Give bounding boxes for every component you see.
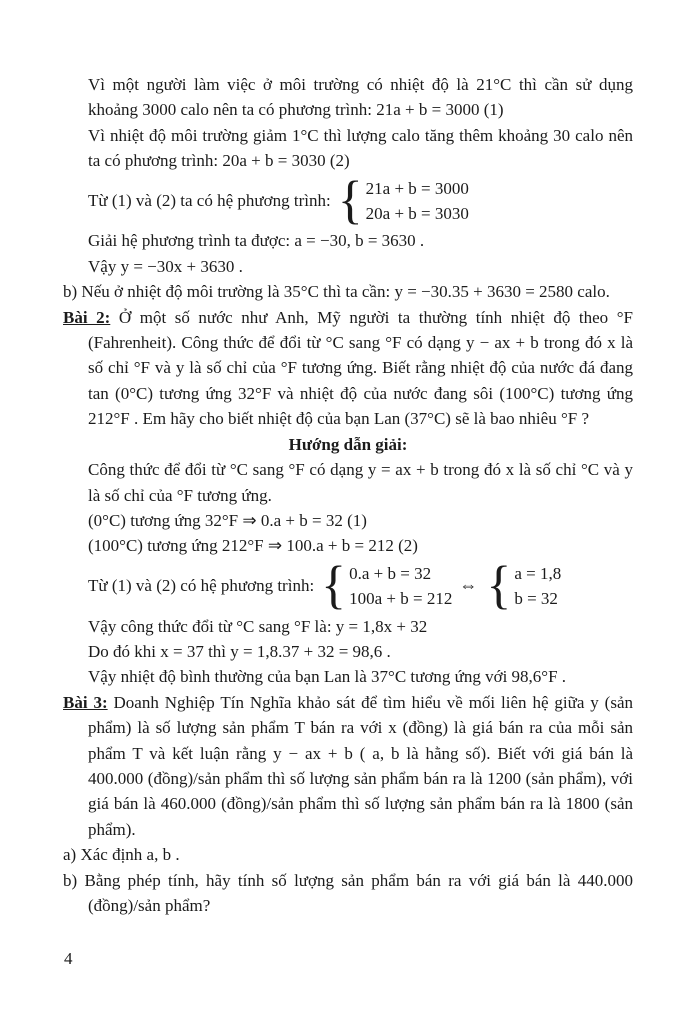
page-content: [63, 72, 633, 918]
list-item-text: Nếu ở nhiệt độ môi trường là 35°C thì ta cần: y = −30.35 + 3630 = 2580 calo.: [81, 282, 610, 302]
bai3-label: Bài 3:: [63, 692, 108, 712]
bai2-compute: Do đó khi x = 37 thì y = 1,8.37 + 32 = 98,6 .: [88, 641, 391, 661]
bai2-solution-line-2: (100°C) tương ứng 212°F ⇒ 100.a + b = 212 (2): [88, 536, 418, 556]
equation-line: 0.a + b = 32: [349, 563, 432, 583]
bai2-statement-text: Ở một số nước như Anh, Mỹ người ta thường tính nhiệt độ theo °F (Fahrenheit). Công thức để đổi từ °C sang °F có dạng y − ax + b trong đó x là số chỉ °F và y là số chỉ của °F tương ứng. Biết rằng nhiệt độ của nước đá đang tan (0°C) tương ứng 32°F và nhiệt độ của nước đang sôi (100°C) tương ứng 212°F . Em hãy cho biết nhiệt độ của bạn Lan (37°C) sẽ là bao nhiêu °F ?: [88, 307, 633, 429]
bai1-solution-paragraph-2: Vì nhiệt độ môi trường giảm 1°C thì lượng calo tăng thêm khoảng 30 calo nên ta có phương trình: 20a + b = 3030 (2): [88, 125, 633, 171]
list-marker: b): [63, 282, 78, 302]
bai2-equation-system: Từ (1) và (2) có hệ phương trình: { 0.a + b = 32 100a + b = 212 ⇔ { a = 1,8 b = 32: [88, 556, 562, 615]
page-number: 4: [64, 949, 73, 968]
equation-stack: [349, 561, 452, 612]
equation-line: 21a + b = 3000: [365, 178, 469, 198]
bai3-statement-text: Doanh Nghiệp Tín Nghĩa khảo sát để tìm hiểu về mối liên hệ giữa y (sản phẩm) là số lượng sản phẩm T bán ra với x (đồng) là giá bán ra của mỗi sản phẩm T và kết luận rằng y − ax + b ( a, b là hằng số). Biết với giá bán là 400.000 (đồng)/sản phẩm thì số lượng sản phẩm bán ra là 1200 (sản phẩm), với giá bán là 460.000 (đồng)/sản phẩm thì số lượng sản phẩm bán ra là 1800 (sản phẩm).: [88, 692, 633, 839]
system-intro-text: Từ (1) và (2) có hệ phương trình:: [88, 576, 315, 596]
equation-line: b = 32: [514, 589, 558, 609]
equation-line: 20a + b = 3030: [365, 204, 469, 224]
bai1-solution-paragraph-1: Vì một người làm việc ở môi trường có nhiệt độ là 21°C thì cần sử dụng khoảng 3000 calo nên ta có phương trình: 21a + b = 3000 (1): [88, 75, 633, 120]
list-marker: a): [63, 845, 77, 865]
bai3-item-b: [63, 868, 633, 919]
solution-heading: Hướng dẫn giải:: [288, 434, 408, 454]
bai3-statement: [63, 690, 633, 842]
bai2-solution-line-1: (0°C) tương ứng 32°F ⇒ 0.a + b = 32 (1): [88, 510, 367, 530]
bai1-equation-system: Từ (1) và (2) ta có hệ phương trình: { 21a + b = 3000 20a + b = 3030: [88, 171, 469, 230]
bai2-statement: [63, 305, 633, 432]
solution-stack: [514, 561, 561, 612]
system-intro-text: Từ (1) và (2) ta có hệ phương trình:: [88, 191, 331, 211]
bai2-solution-paragraph: Công thức để đổi từ °C sang °F có dạng y = ax + b trong đó x là số chỉ °C và y là số chỉ của °F tương ứng.: [88, 460, 633, 505]
equation-stack: [366, 176, 469, 227]
list-marker: b): [63, 870, 78, 890]
list-item-text: Xác định a, b .: [80, 845, 180, 865]
bai1-item-b: [63, 279, 633, 304]
bai3-item-a: [63, 842, 633, 867]
list-item-text: Bằng phép tính, hãy tính số lượng sản phẩm bán ra với giá bán là 440.000 (đồng)/sản phẩm?: [84, 870, 634, 915]
equation-line: 100a + b = 212: [349, 589, 453, 609]
bai1-solve-result: Giải hệ phương trình ta được: a = −30, b = 3630 .: [88, 231, 425, 251]
bai2-conclusion: Vậy nhiệt độ bình thường của bạn Lan là 37°C tương ứng với 98,6°F .: [88, 667, 567, 687]
bai1-conclusion: Vậy y = −30x + 3630 .: [88, 256, 243, 276]
equation-line: a = 1,8: [514, 563, 562, 583]
bai2-formula: Vậy công thức đổi từ °C sang °F là: y = 1,8x + 32: [88, 616, 428, 636]
bai2-label: Bài 2:: [63, 307, 111, 327]
equivalence-arrow-icon: ⇔: [459, 575, 478, 596]
